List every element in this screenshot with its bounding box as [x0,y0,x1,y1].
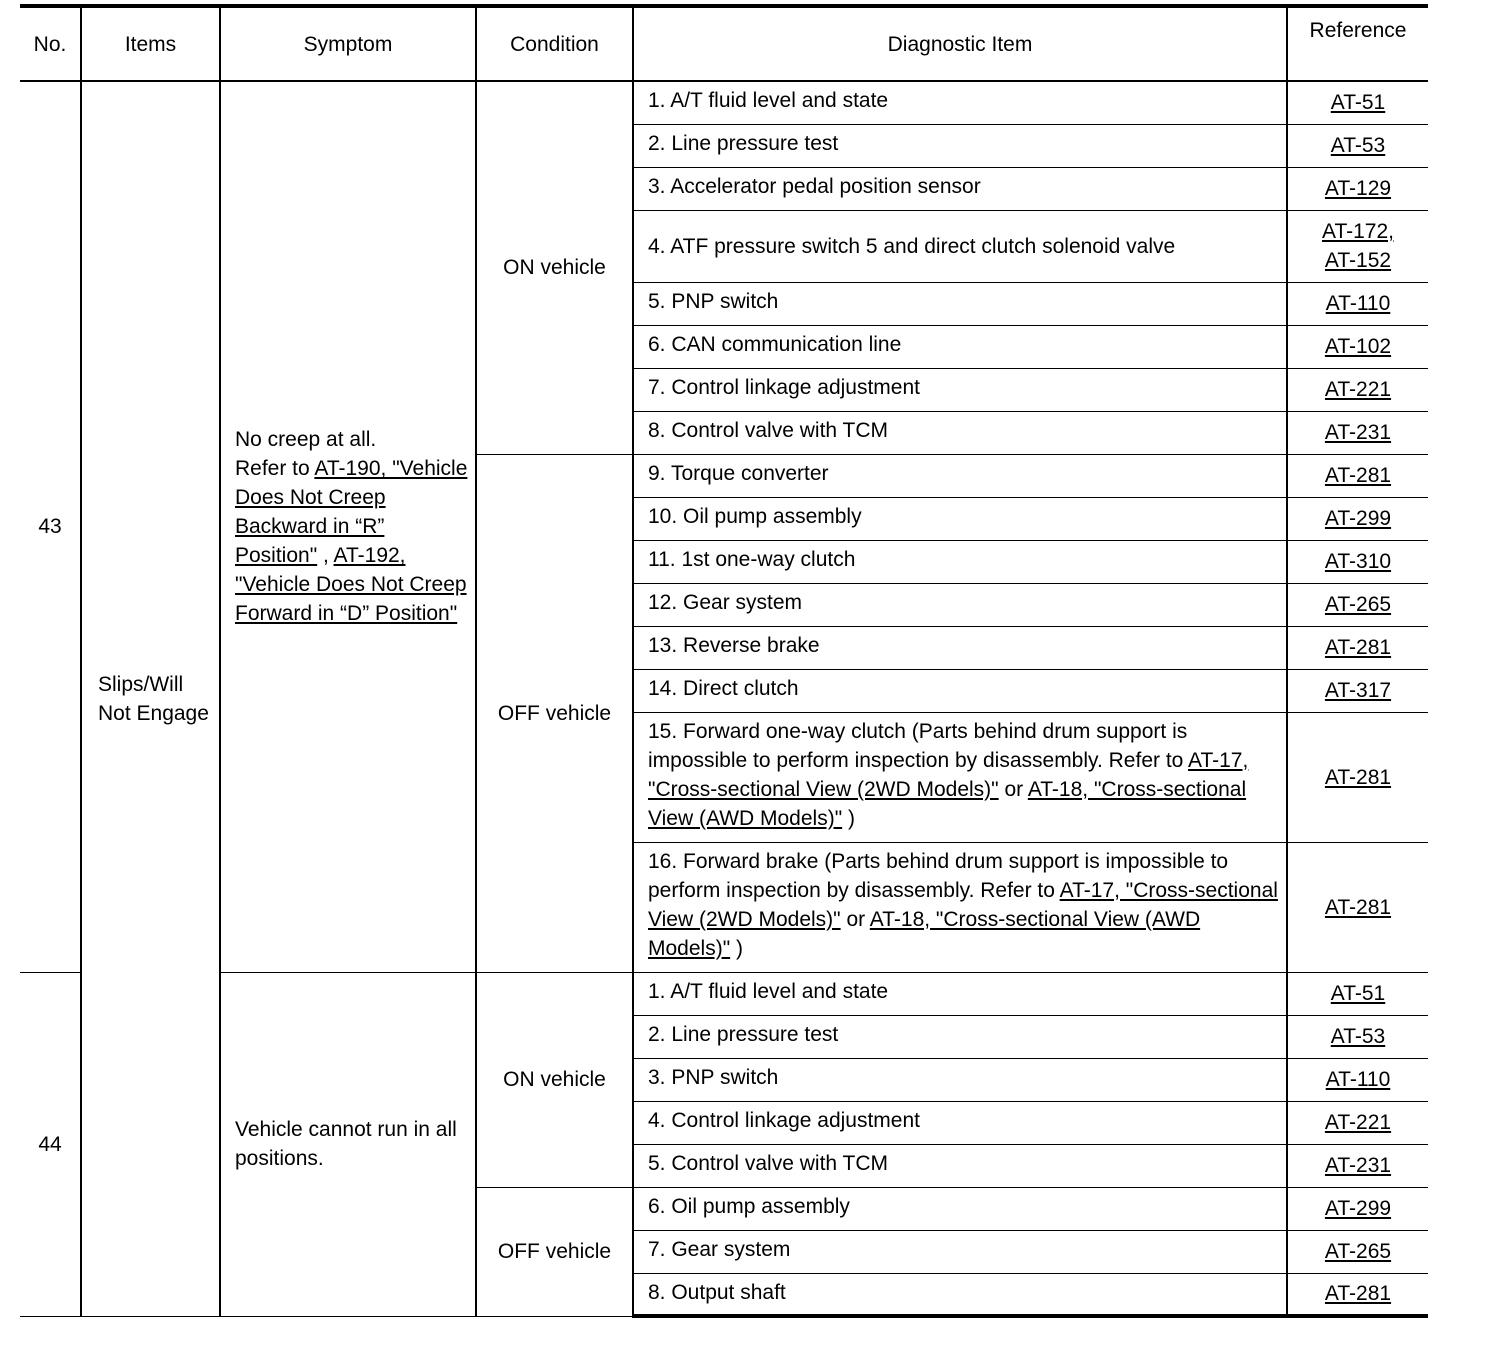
reference-cell [1287,669,1428,712]
diagnostic-item: 13. Reverse brake [633,626,1287,669]
condition-cell: OFF vehicle [476,1187,633,1316]
header-items: Items [81,6,220,81]
diagnostic-text: ) [842,806,855,830]
header-diagnostic-item: Diagnostic Item [633,6,1287,81]
reference-link[interactable]: AT-152 [1324,249,1392,272]
diagnostic-text: 15. Forward one-way clutch (Parts behind drum support is impossible to perform inspection by disassembly. Refer to [648,719,1189,772]
symptom-link[interactable]: AT-192, "Vehicle Does Not Creep Forward in “D” Position" [235,544,467,626]
header-symptom: Symptom [220,6,476,81]
reference-cell [1287,626,1428,669]
reference-cell [1287,583,1428,626]
reference-link[interactable]: AT-299 [1324,1197,1392,1220]
diagnostic-item: 3. PNP switch [633,1058,1287,1101]
reference-link[interactable]: AT-53 [1330,134,1386,157]
header-reference: Reference [1287,6,1428,81]
reference-cell [1287,842,1428,972]
diagnostic-item: 1. A/T fluid level and state [633,972,1287,1015]
diagnostic-text: or [840,907,870,931]
diagnostic-item: 7. Gear system [633,1230,1287,1273]
reference-cell [1287,1015,1428,1058]
diagnostic-item: 11. 1st one-way clutch [633,540,1287,583]
reference-cell [1287,1230,1428,1273]
reference-cell [1287,124,1428,167]
diagnostic-text: 16. Forward brake (Parts behind drum support is impossible to perform inspection by disassembly. Refer to [648,849,1229,902]
reference-link[interactable]: AT-317 [1324,679,1392,702]
reference-link[interactable]: AT-221 [1324,378,1392,401]
reference-cell [1287,1058,1428,1101]
condition-cell: OFF vehicle [476,454,633,972]
symptom-link[interactable]: AT-190, "Vehicle Does Not Creep Backward in “R” Position" [235,457,468,568]
diagnostic-item: 5. PNP switch [633,282,1287,325]
reference-link[interactable]: AT-231 [1324,421,1392,444]
header-condition: Condition [476,6,633,81]
reference-link[interactable]: AT-281 [1324,765,1392,789]
reference-link[interactable]: AT-221 [1324,1111,1392,1134]
diagnostic-item [633,712,1287,842]
diagnostic-item: 8. Control valve with TCM [633,411,1287,454]
diagnostic-item: 12. Gear system [633,583,1287,626]
diagnostic-item: 3. Accelerator pedal position sensor [633,167,1287,210]
diagnostic-text: ) [730,936,743,960]
row-number: 44 [20,972,81,1316]
reference-cell [1287,1144,1428,1187]
symptom-text: No creep at all. [235,428,377,452]
diagnostic-item: 9. Torque converter [633,454,1287,497]
reference-link[interactable]: AT-129 [1324,177,1392,200]
diagnostic-item: 14. Direct clutch [633,669,1287,712]
reference-cell [1287,972,1428,1015]
symptom-cell [220,81,476,972]
reference-cell [1287,81,1428,124]
diagnostic-item: 6. CAN communication line [633,325,1287,368]
reference-cell [1287,712,1428,842]
table-row [20,972,1428,1015]
row-number: 43 [20,81,81,972]
diagnostic-item [633,842,1287,972]
diagnostic-item: 4. Control linkage adjustment [633,1101,1287,1144]
reference-link[interactable]: AT-310 [1324,550,1392,573]
reference-link[interactable]: AT-51 [1330,982,1386,1005]
reference-cell [1287,540,1428,583]
cross-section-link[interactable]: AT-18, "Cross-sectional View (AWD Models)" [648,907,1201,960]
reference-cell [1287,1273,1428,1316]
cross-section-link[interactable]: AT-17, "Cross-sectional View (2WD Models)" [648,878,1278,931]
reference-link[interactable]: AT-281 [1324,1282,1392,1306]
reference-link[interactable]: AT-281 [1324,895,1392,919]
cross-section-link[interactable]: AT-17, "Cross-sectional View (2WD Models)" [648,748,1249,801]
reference-link[interactable]: AT-53 [1330,1025,1386,1048]
reference-link[interactable]: AT-281 [1324,464,1392,487]
reference-link[interactable]: AT-110 [1325,1068,1391,1091]
diagnostic-item: 1. A/T fluid level and state [633,81,1287,124]
reference-cell [1287,497,1428,540]
diagnosis-table-container [20,4,1428,1318]
condition-cell: ON vehicle [476,972,633,1187]
diagnostic-item: 8. Output shaft [633,1273,1287,1316]
reference-link[interactable]: AT-265 [1324,593,1392,616]
diagnostic-item: 4. ATF pressure switch 5 and direct clutch solenoid valve [633,210,1287,282]
diagnostic-text: or [998,777,1028,801]
symptom-cell: Vehicle cannot run in all positions. [220,972,476,1316]
reference-cell [1287,167,1428,210]
table-row [20,81,1428,124]
reference-link[interactable]: AT-51 [1330,91,1386,115]
diagnostic-item: 6. Oil pump assembly [633,1187,1287,1230]
diagnostic-item: 2. Line pressure test [633,1015,1287,1058]
reference-link[interactable]: AT-231 [1324,1154,1392,1177]
reference-link[interactable]: AT-299 [1324,507,1392,530]
reference-cell [1287,411,1428,454]
reference-cell [1287,368,1428,411]
reference-cell [1287,210,1428,282]
reference-link[interactable]: AT-172, [1322,220,1394,243]
reference-cell [1287,1101,1428,1144]
condition-cell: ON vehicle [476,81,633,454]
diagnostic-item: 7. Control linkage adjustment [633,368,1287,411]
cross-section-link[interactable]: AT-18, "Cross-sectional View (AWD Models)" [648,777,1247,830]
symptom-separator: , [317,544,334,568]
reference-link[interactable]: AT-281 [1324,636,1392,659]
header-row [20,6,1428,81]
reference-link[interactable]: AT-102 [1324,335,1392,358]
items-cell: Slips/Will Not Engage [81,81,220,1316]
diagnostic-item: 10. Oil pump assembly [633,497,1287,540]
diagnosis-table [20,4,1428,1318]
reference-cell [1287,454,1428,497]
diagnostic-item: 2. Line pressure test [633,124,1287,167]
reference-link[interactable]: AT-110 [1325,292,1391,315]
reference-cell [1287,1187,1428,1230]
symptom-refer: Refer to [235,457,315,481]
reference-cell [1287,282,1428,325]
diagnostic-item: 5. Control valve with TCM [633,1144,1287,1187]
reference-cell [1287,325,1428,368]
header-no: No. [20,6,81,81]
reference-link[interactable]: AT-265 [1324,1240,1392,1263]
